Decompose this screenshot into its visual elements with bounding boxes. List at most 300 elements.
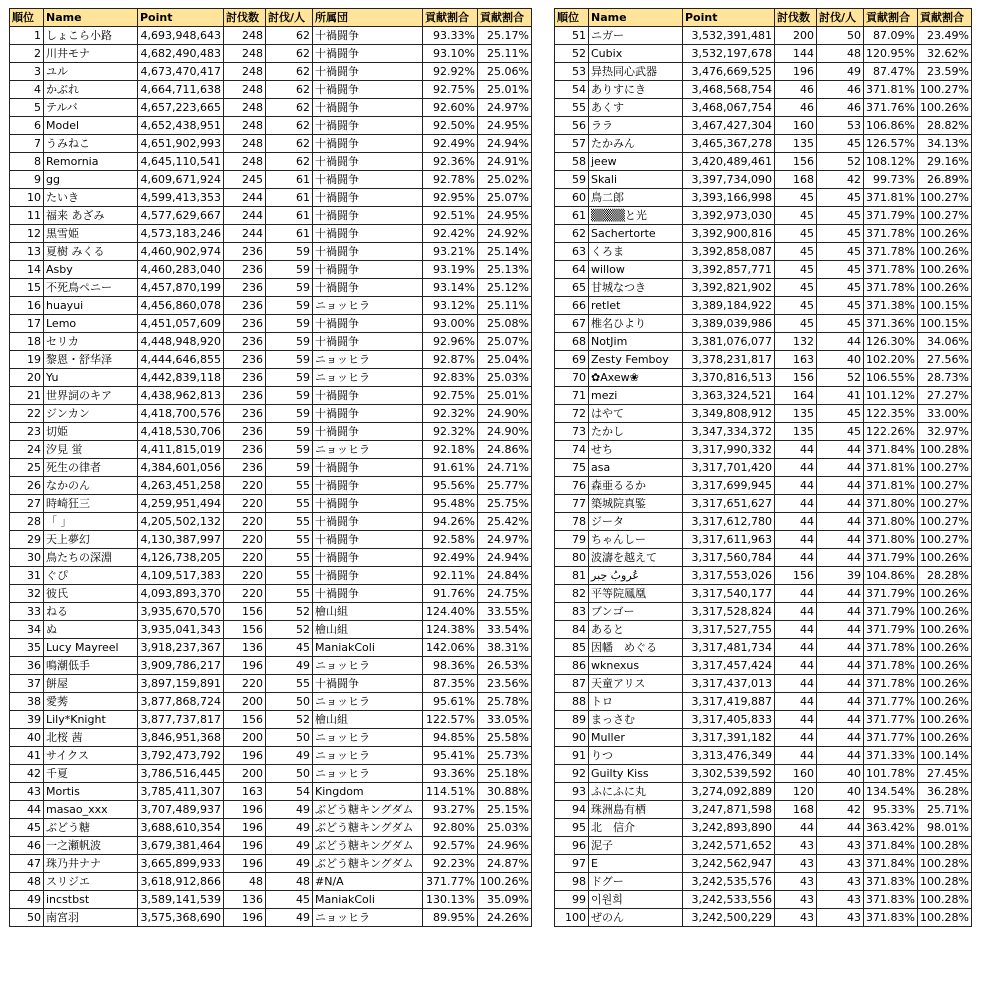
table-cell: 十禍闘争 <box>313 387 423 405</box>
table-cell: 100.26% <box>918 621 972 639</box>
table-cell: 44 <box>817 657 864 675</box>
table-cell: 87.35% <box>423 675 478 693</box>
table-cell: 40 <box>817 351 864 369</box>
table-cell: ぶどう糖キングダム <box>313 819 423 837</box>
table-cell: 47 <box>10 855 44 873</box>
table-cell: ぶどう糖 <box>44 819 138 837</box>
table-cell: 62 <box>266 81 313 99</box>
table-cell: 3,242,562,947 <box>683 855 775 873</box>
table-cell: 4,263,451,258 <box>138 477 224 495</box>
table-cell: 371.79% <box>864 603 918 621</box>
table-cell: 92.96% <box>423 333 478 351</box>
table-cell: 8 <box>10 153 44 171</box>
table-row <box>555 117 972 135</box>
table-cell: 93 <box>555 783 589 801</box>
table-cell: 43 <box>817 837 864 855</box>
table-cell: 24.96% <box>478 837 532 855</box>
table-cell: ニョッヒラ <box>313 765 423 783</box>
table-cell: 45 <box>775 279 817 297</box>
table-cell: 39 <box>10 711 44 729</box>
table-cell: 3,317,651,627 <box>683 495 775 513</box>
table-cell: 104.86% <box>864 567 918 585</box>
table-cell: 371.81% <box>864 459 918 477</box>
table-cell: 3,317,481,734 <box>683 639 775 657</box>
table-cell: 200 <box>224 693 266 711</box>
table-cell: 44 <box>775 531 817 549</box>
table-cell: 363.42% <box>864 819 918 837</box>
table-cell: 30.88% <box>478 783 532 801</box>
table-cell: 100 <box>555 909 589 927</box>
table-cell: 41 <box>10 747 44 765</box>
table-cell: 3,242,535,576 <box>683 873 775 891</box>
table-cell: 248 <box>224 117 266 135</box>
table-cell: 371.78% <box>864 225 918 243</box>
table-row <box>10 639 532 657</box>
table-cell: 十禍闘争 <box>313 531 423 549</box>
column-header: 順位 <box>10 9 44 27</box>
table-cell: 38 <box>10 693 44 711</box>
table-cell: 24.95% <box>478 207 532 225</box>
table-cell: 62 <box>266 135 313 153</box>
table-row <box>10 369 532 387</box>
table-cell: 92.92% <box>423 63 478 81</box>
table-cell: 100.27% <box>918 477 972 495</box>
table-cell: #N/A <box>313 873 423 891</box>
table-cell: 120 <box>775 783 817 801</box>
table-cell: 38.31% <box>478 639 532 657</box>
table-cell: 27.56% <box>918 351 972 369</box>
table-cell: 126.30% <box>864 333 918 351</box>
table-cell: Cubix <box>589 45 683 63</box>
table-cell: 一之瀬帆波 <box>44 837 138 855</box>
table-cell: 4,599,413,353 <box>138 189 224 207</box>
table-cell: 163 <box>775 351 817 369</box>
table-cell: 93.36% <box>423 765 478 783</box>
table-row <box>555 819 972 837</box>
table-cell: 3 <box>10 63 44 81</box>
table-cell: 371.81% <box>864 477 918 495</box>
table-cell: 46 <box>775 81 817 99</box>
table-cell: 29 <box>10 531 44 549</box>
table-cell: 44 <box>775 603 817 621</box>
table-row <box>555 603 972 621</box>
table-cell: 25.14% <box>478 243 532 261</box>
table-cell: 32 <box>10 585 44 603</box>
table-cell: 371.79% <box>864 207 918 225</box>
table-cell: くろま <box>589 243 683 261</box>
table-cell: 52 <box>266 711 313 729</box>
table-cell: 4,130,387,997 <box>138 531 224 549</box>
table-cell: 196 <box>224 801 266 819</box>
table-cell: 371.38% <box>864 297 918 315</box>
table-cell: 3,392,900,816 <box>683 225 775 243</box>
table-cell: ManiakColi <box>313 639 423 657</box>
table-cell: 99.73% <box>864 171 918 189</box>
table-row <box>555 477 972 495</box>
table-cell: ニョッヒラ <box>313 369 423 387</box>
table-cell: 44 <box>817 621 864 639</box>
table-cell: 33 <box>10 603 44 621</box>
table-cell: 60 <box>555 189 589 207</box>
table-cell: 43 <box>817 855 864 873</box>
table-cell: 24.86% <box>478 441 532 459</box>
column-header: 所属団 <box>313 9 423 27</box>
table-cell: 245 <box>224 171 266 189</box>
table-cell: 3,420,489,461 <box>683 153 775 171</box>
table-cell: 25.13% <box>478 261 532 279</box>
table-cell: 68 <box>555 333 589 351</box>
table-cell: 44 <box>10 801 44 819</box>
table-cell: 切姫 <box>44 423 138 441</box>
table-row <box>10 513 532 531</box>
table-cell: 26.89% <box>918 171 972 189</box>
table-cell: 168 <box>775 171 817 189</box>
table-cell: 100.26% <box>478 873 532 891</box>
table-cell: ドグー <box>589 873 683 891</box>
table-cell: 3,392,973,030 <box>683 207 775 225</box>
table-cell: 50 <box>10 909 44 927</box>
table-cell: 48 <box>10 873 44 891</box>
table-cell: 25.07% <box>478 189 532 207</box>
table-cell: 126.57% <box>864 135 918 153</box>
table-cell: 43 <box>775 909 817 927</box>
table-cell: 95.41% <box>423 747 478 765</box>
table-cell: 92.23% <box>423 855 478 873</box>
table-cell: 106.55% <box>864 369 918 387</box>
table-cell: 死生の律者 <box>44 459 138 477</box>
table-cell: 74 <box>555 441 589 459</box>
table-row <box>555 423 972 441</box>
table-cell: 福来 あざみ <box>44 207 138 225</box>
table-row <box>555 621 972 639</box>
table-cell: ぶどう糖キングダム <box>313 855 423 873</box>
table-cell: 92.57% <box>423 837 478 855</box>
table-cell: ニョッヒラ <box>313 657 423 675</box>
table-row <box>555 873 972 891</box>
table-cell: عُروبُ حِبر <box>589 567 683 585</box>
table-cell: 27 <box>10 495 44 513</box>
table-cell: 100.28% <box>918 873 972 891</box>
table-cell: 168 <box>775 801 817 819</box>
table-cell: 120.95% <box>864 45 918 63</box>
table-cell: ちゃんしー <box>589 531 683 549</box>
table-cell: 248 <box>224 135 266 153</box>
table-row <box>10 99 532 117</box>
table-cell: 3,363,324,521 <box>683 387 775 405</box>
table-cell: 24.97% <box>478 99 532 117</box>
table-cell: 62 <box>266 153 313 171</box>
table-cell: 3,618,912,866 <box>138 873 224 891</box>
table-cell: 45 <box>775 297 817 315</box>
table-cell: 371.77% <box>864 693 918 711</box>
table-cell: 3,242,893,890 <box>683 819 775 837</box>
table-cell: 52 <box>266 603 313 621</box>
table-cell: 135 <box>775 135 817 153</box>
table-cell: 44 <box>775 495 817 513</box>
table-cell: 98.01% <box>918 819 972 837</box>
table-cell: 2 <box>10 45 44 63</box>
table-cell: 82 <box>555 585 589 603</box>
table-cell: 92.51% <box>423 207 478 225</box>
table-cell: 4,442,839,118 <box>138 369 224 387</box>
table-cell: 6 <box>10 117 44 135</box>
table-cell: 44 <box>775 477 817 495</box>
table-row <box>10 765 532 783</box>
table-row <box>555 315 972 333</box>
table-cell: 100.26% <box>918 225 972 243</box>
table-cell: 62 <box>266 117 313 135</box>
table-cell: 92.36% <box>423 153 478 171</box>
table-cell: 36.28% <box>918 783 972 801</box>
table-cell: 4,418,700,576 <box>138 405 224 423</box>
table-cell: 59 <box>555 171 589 189</box>
table-cell: 100.26% <box>918 243 972 261</box>
table-cell: 25.42% <box>478 513 532 531</box>
table-cell: 44 <box>817 585 864 603</box>
table-cell: うみねこ <box>44 135 138 153</box>
table-cell: 100.27% <box>918 495 972 513</box>
table-cell: 25.01% <box>478 387 532 405</box>
table-cell: 4,456,860,078 <box>138 297 224 315</box>
table-cell: 44 <box>775 711 817 729</box>
table-row <box>555 171 972 189</box>
table-cell: ユル <box>44 63 138 81</box>
table-cell: Remornia <box>44 153 138 171</box>
table-row <box>555 63 972 81</box>
table-cell: 十禍闘争 <box>313 675 423 693</box>
table-cell: 3,846,951,368 <box>138 729 224 747</box>
table-row <box>10 45 532 63</box>
table-cell: Model <box>44 117 138 135</box>
ranking-table-right <box>554 8 972 927</box>
table-cell: 25.06% <box>478 63 532 81</box>
table-cell: 3,589,141,539 <box>138 891 224 909</box>
table-row <box>10 621 532 639</box>
table-cell: 十禍闘争 <box>313 549 423 567</box>
table-cell: 波濤を越えて <box>589 549 683 567</box>
table-cell: 100.28% <box>918 441 972 459</box>
table-cell: 世界詞のキア <box>44 387 138 405</box>
table-cell: 40 <box>10 729 44 747</box>
table-cell: 122.35% <box>864 405 918 423</box>
table-cell: 3,381,076,077 <box>683 333 775 351</box>
table-cell: 28.82% <box>918 117 972 135</box>
table-cell: 45 <box>817 297 864 315</box>
table-cell: 49 <box>10 891 44 909</box>
table-row <box>555 693 972 711</box>
table-cell: 44 <box>775 549 817 567</box>
table-cell: 3,679,381,464 <box>138 837 224 855</box>
table-row <box>555 765 972 783</box>
table-cell: 46 <box>10 837 44 855</box>
table-cell: 3,688,610,354 <box>138 819 224 837</box>
table-row <box>555 369 972 387</box>
table-cell: 196 <box>224 837 266 855</box>
table-cell: 25.71% <box>918 801 972 819</box>
table-cell: Asby <box>44 261 138 279</box>
table-cell: 十禍闘争 <box>313 153 423 171</box>
table-cell: 46 <box>817 81 864 99</box>
table-cell: 59 <box>266 387 313 405</box>
table-cell: 18 <box>10 333 44 351</box>
table-cell: 59 <box>266 279 313 297</box>
table-cell: 62 <box>555 225 589 243</box>
table-cell: 102.20% <box>864 351 918 369</box>
table-cell: 100.26% <box>918 639 972 657</box>
table-cell: ありすにき <box>589 81 683 99</box>
table-cell: 42 <box>817 801 864 819</box>
table-cell: 39 <box>817 567 864 585</box>
table-cell: 24.92% <box>478 225 532 243</box>
table-cell: 25.07% <box>478 333 532 351</box>
table-cell: 彼氏 <box>44 585 138 603</box>
table-cell: 築城院真鍳 <box>589 495 683 513</box>
column-header: Point <box>683 9 775 27</box>
table-cell: 24.71% <box>478 459 532 477</box>
table-cell: 67 <box>555 315 589 333</box>
table-cell: 45 <box>775 243 817 261</box>
table-cell: 27.45% <box>918 765 972 783</box>
table-cell: 371.84% <box>864 837 918 855</box>
table-cell: たかし <box>589 423 683 441</box>
table-cell: 42 <box>817 171 864 189</box>
table-cell: 51 <box>555 27 589 45</box>
table-row <box>10 549 532 567</box>
table-cell: 49 <box>817 63 864 81</box>
table-cell: Mortis <box>44 783 138 801</box>
table-cell: 55 <box>266 567 313 585</box>
table-cell: 十禍闘争 <box>313 45 423 63</box>
table-cell: 220 <box>224 513 266 531</box>
table-cell: mezi <box>589 387 683 405</box>
table-cell: 69 <box>555 351 589 369</box>
table-cell: 3,317,553,026 <box>683 567 775 585</box>
table-cell: 4,457,870,199 <box>138 279 224 297</box>
table-row <box>555 459 972 477</box>
table-cell: 248 <box>224 153 266 171</box>
table-row <box>10 567 532 585</box>
table-cell: 52 <box>555 45 589 63</box>
table-cell: 3,897,159,891 <box>138 675 224 693</box>
table-row <box>10 27 532 45</box>
table-cell: 92.78% <box>423 171 478 189</box>
table-cell: 371.36% <box>864 315 918 333</box>
table-cell: huayui <box>44 297 138 315</box>
table-cell: ManiakColi <box>313 891 423 909</box>
table-cell: 55 <box>555 99 589 117</box>
table-cell: 1 <box>10 27 44 45</box>
table-row <box>555 495 972 513</box>
table-cell: 24.94% <box>478 135 532 153</box>
table-cell: 59 <box>266 297 313 315</box>
table-cell: 3,274,092,889 <box>683 783 775 801</box>
table-cell: 81 <box>555 567 589 585</box>
table-cell: 100.26% <box>918 729 972 747</box>
table-cell: 45 <box>817 261 864 279</box>
table-cell: 236 <box>224 369 266 387</box>
table-cell: 3,317,527,755 <box>683 621 775 639</box>
table-cell: 44 <box>775 819 817 837</box>
column-header: 貢献割合 <box>864 9 918 27</box>
table-cell: 59 <box>266 459 313 477</box>
table-cell: 椎名ひより <box>589 315 683 333</box>
table-cell: 92.80% <box>423 819 478 837</box>
table-row <box>555 297 972 315</box>
table-cell: あくす <box>589 99 683 117</box>
table-cell: 79 <box>555 531 589 549</box>
table-cell: 220 <box>224 567 266 585</box>
table-cell: 3,242,571,652 <box>683 837 775 855</box>
table-cell: 3,393,166,998 <box>683 189 775 207</box>
table-cell: たいき <box>44 189 138 207</box>
table-cell: 54 <box>266 783 313 801</box>
table-cell: 十禍闘争 <box>313 27 423 45</box>
table-cell: 3,909,786,217 <box>138 657 224 675</box>
table-cell: 3,347,334,372 <box>683 423 775 441</box>
table-cell: 55 <box>266 549 313 567</box>
table-cell: 北 信介 <box>589 819 683 837</box>
table-cell: 71 <box>555 387 589 405</box>
table-cell: 49 <box>266 657 313 675</box>
table-row <box>10 441 532 459</box>
table-cell: 61 <box>266 207 313 225</box>
table-cell: 4,693,948,643 <box>138 27 224 45</box>
table-cell: 135 <box>775 423 817 441</box>
table-cell: 55 <box>266 513 313 531</box>
table-cell: 236 <box>224 351 266 369</box>
table-cell: 93.21% <box>423 243 478 261</box>
table-cell: 90 <box>555 729 589 747</box>
table-cell: 100.27% <box>918 513 972 531</box>
table-cell: 天童アリス <box>589 675 683 693</box>
table-row <box>10 495 532 513</box>
table-cell: 3,302,539,592 <box>683 765 775 783</box>
table-cell: 164 <box>775 387 817 405</box>
table-cell: 100.26% <box>918 675 972 693</box>
table-cell: 3,317,405,833 <box>683 711 775 729</box>
table-cell: 52 <box>817 369 864 387</box>
table-cell: 45 <box>817 423 864 441</box>
table-cell: 92.32% <box>423 405 478 423</box>
table-row <box>10 189 532 207</box>
table-cell: 25.58% <box>478 729 532 747</box>
table-row <box>555 837 972 855</box>
table-cell: ジータ <box>589 513 683 531</box>
table-cell: retlet <box>589 297 683 315</box>
table-cell: 220 <box>224 495 266 513</box>
table-cell: 78 <box>555 513 589 531</box>
table-cell: 3,317,540,177 <box>683 585 775 603</box>
column-header: 討伐数 <box>775 9 817 27</box>
table-cell: 44 <box>775 585 817 603</box>
table-row <box>555 801 972 819</box>
table-cell: 3,317,611,963 <box>683 531 775 549</box>
table-cell: 9 <box>10 171 44 189</box>
table-cell: 114.51% <box>423 783 478 801</box>
table-row <box>555 729 972 747</box>
table-cell: 十禍闘争 <box>313 333 423 351</box>
table-cell: 76 <box>555 477 589 495</box>
table-cell: 36 <box>10 657 44 675</box>
table-cell: 59 <box>266 243 313 261</box>
table-row <box>555 261 972 279</box>
table-cell: 33.05% <box>478 711 532 729</box>
table-cell: 3,935,670,570 <box>138 603 224 621</box>
table-cell: 4,651,902,993 <box>138 135 224 153</box>
table-cell: 35 <box>10 639 44 657</box>
table-cell: 49 <box>266 801 313 819</box>
table-row <box>10 315 532 333</box>
